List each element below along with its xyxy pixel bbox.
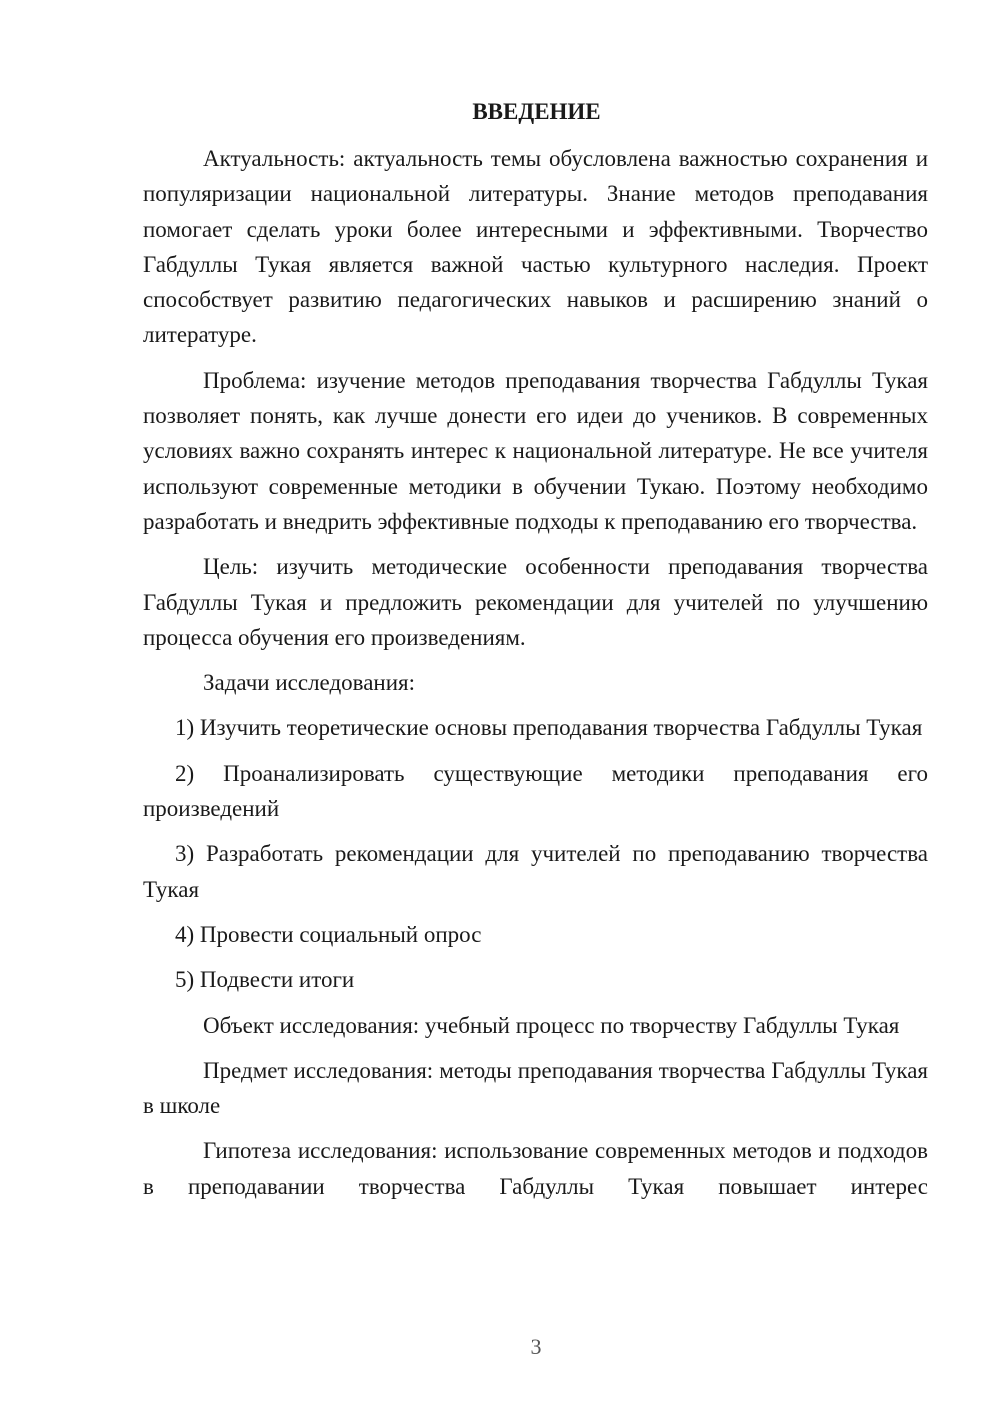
problem-paragraph: Проблема: изучение методов преподавания творчества Габдуллы Тукая позволяет понять, как лучше донести его идеи до учеников. В современных условиях важно сохранять интерес к национальной литературе. Не все учителя используют современные методики в обучении Тукаю. Поэтому необходимо разработать и внедрить эффективные подходы к преподаванию его творчества. bbox=[143, 367, 928, 534]
task-item: 2) Проанализировать существующие методики преподавания его произведений bbox=[143, 760, 928, 822]
page-content bbox=[143, 94, 928, 1214]
goal-paragraph: Цель: изучить методические особенности преподавания творчества Габдуллы Тукая и предложить рекомендации для учителей по улучшению процесса обучения его произведениям. bbox=[143, 554, 928, 650]
page-number: 3 bbox=[530, 1334, 542, 1359]
section-title: ВВЕДЕНИЕ bbox=[472, 99, 601, 124]
task-item: 4) Провести социальный опрос bbox=[175, 921, 482, 947]
tasks-heading: Задачи исследования: bbox=[203, 670, 416, 696]
relevance-paragraph: Актуальность: актуальность темы обусловлена важностью сохранения и популяризации национальной литературы. Знание методов преподавания помогает сделать уроки более интересными и эффективными. Творчество Габдуллы Тукая является важной частью культурного наследия. Проект способствует развитию педагогических навыков и расширению знаний о литературе. bbox=[143, 146, 928, 348]
task-item: 5) Подвести итоги bbox=[175, 967, 355, 993]
object-paragraph: Объект исследования: учебный процесс по творчеству Габдуллы Тукая bbox=[203, 1012, 900, 1038]
hypothesis-paragraph: Гипотеза исследования: использование современных методов и подходов в преподавании творчества Габдуллы Тукая повышает интерес bbox=[143, 1138, 928, 1199]
task-item: 1) Изучить теоретические основы преподавания творчества Габдуллы Тукая bbox=[175, 715, 923, 741]
subject-paragraph: Предмет исследования: методы преподавания творчества Габдуллы Тукая в школе bbox=[143, 1057, 928, 1119]
task-item: 3) Разработать рекомендации для учителей по преподаванию творчества Тукая bbox=[143, 841, 928, 902]
